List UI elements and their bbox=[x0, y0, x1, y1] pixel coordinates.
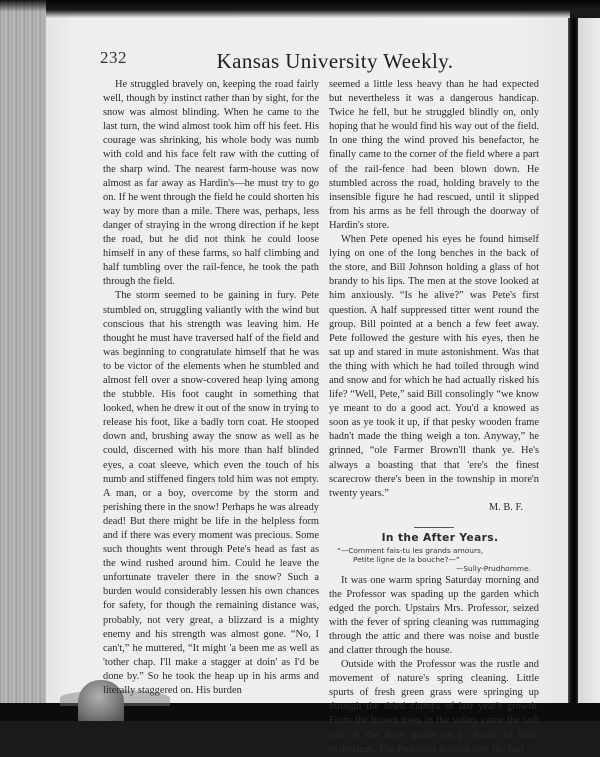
left-column bbox=[103, 78, 319, 698]
running-title: Kansas University Weekly. bbox=[216, 49, 454, 73]
paragraph: He struggled bravely on, keeping the road fairly well, though by instinct rather than by sight, for the snow was almost blinding. When he came to the last turn, the wind almost took him off his feet. His courage was shrinking, his whole body was numb with cold and his face felt raw with the cutting of the sharp wind. The nearest farm-house was now almost as far away as Hardin's—he must try to go on. If he went through the field he could shorten his way by more than a mile. There was, perhaps, less danger of straying in the wrong direction if he kept the road, but he did not think he could loose himself in any of these farms, so half climbing and half tumbling over the rail-fence, he took the path through the field. bbox=[103, 79, 319, 288]
paragraph: The storm seemed to be gaining in fury. Pete stumbled on, struggling valiantly with the wind but conscious that his strength was leaving him. He thought he must have traversed half of the field and was beginning to congratulate himself that he was to be victor of the elements when he stumbled and almost fell over a snow-covered heap lying among the stubble. His foot caught in something that looked, when he drew it out of the snow in trying to release his foot, like a badly torn coat. He stooped down and, brushing away the snow as well as he could, discerned with his more than half blinded eyes, a coat sleeve, which even the touch of his numb and stiffened fingers told him was not empty. A man, or a boy, overcome by the storm and perishing there in the snow! Perhaps he was already dead! But there might be life in the helpless form and if there was every moment was precious. Some such thoughts went through Pete's head as fast as the wind rushed around him. Could he leave the unfortunate traveler there in the snow? Such a burden would considerably lessen his own chances for safety, for though the remaining distance was, probably, not very great, a blizzard is a mighty enemy and his strength was almost gone. “No, I can't,” he muttered, “It might 'a been me as well as 'tother chap. I'll make a stagger at doin' as I'd be done by.” So he took the heap up in his arms and literally staggered on. His burden bbox=[103, 290, 319, 697]
paragraph: Outside with the Professor was the rustle and movement of nature's spring cleaning. Little spurts of fresh green grass were springing up through the dried clumps of last year's growth. From the brown trees in the valley came the soft call of the dove borne on a chorus of bird-twitterings. The Professor noticed how the bud bbox=[329, 659, 539, 755]
author-signature: M. B. F. bbox=[488, 501, 523, 513]
epigraph-line: Petite ligne de la bouche?—” bbox=[353, 555, 460, 565]
epigraph bbox=[329, 546, 539, 564]
top-shadow bbox=[0, 0, 50, 12]
book-page-edges bbox=[0, 0, 47, 703]
facing-page-edge bbox=[578, 18, 600, 708]
right-column bbox=[329, 78, 539, 757]
paragraph-continuation: seemed a little less heavy than he had expected but nevertheless it was a dangerous handicap. Twice he fell, but he struggled blindly on, only hoping that he would find his way out of the field. In one thing the wind proved his benefactor, he finally came to the corner of the field where a part of the rail-fence had been blown down. He stumbled across the road, holding bravely to the insensible figure he had rescued, until it slipped from his arms as he fell through the doorway of Hardin's store. bbox=[329, 79, 539, 231]
book-gutter bbox=[568, 18, 578, 708]
top-dark-band bbox=[46, 0, 600, 18]
epigraph-attribution: —Sully-Prudhomme. bbox=[455, 564, 531, 574]
paragraph: It was one warm spring Saturday morning and the Professor was spading up the garden which edged the porch. Upstairs Mrs. Professor, seized with the fever of spring cleaning was rummaging through the attic and there was noise and bustle and clatter through the house. bbox=[329, 574, 539, 656]
section-title: In the After Years. bbox=[381, 531, 499, 544]
paragraph: When Pete opened his eyes he found himself lying on one of the long benches in the back of the store, and Bill Johnson holding a glass of hot brandy to his lips. The men at the stove looked at him anxiously. “Is he alive?” was Pete's first question. A half suppressed titter went round the group. Bill pointed at a bench a few feet away. Pete followed the gesture with his eyes, then he sat up and stared in mute astonishment. Was that the thing with which he had toiled through wind and snow and for which he had actually risked his life? “Well, Pete,” said Bill consolingly “we know ye meant to do a good act. You'd a knowed as soon as ye took it up, if that pesky wooden frame hadn't made the thing weigh a ton. Anyway,” he grinned, “ole Farmer Brown'll thank ye. He's always a boasting that that 'ere's the finest scarecrow there's been in the township in more'n twenty years.” bbox=[329, 234, 539, 499]
page-number: 232 bbox=[100, 48, 127, 67]
epigraph-line: “—Comment fais-tu les grands amours, bbox=[337, 545, 484, 555]
section-divider bbox=[414, 527, 454, 528]
page-header bbox=[100, 48, 550, 78]
